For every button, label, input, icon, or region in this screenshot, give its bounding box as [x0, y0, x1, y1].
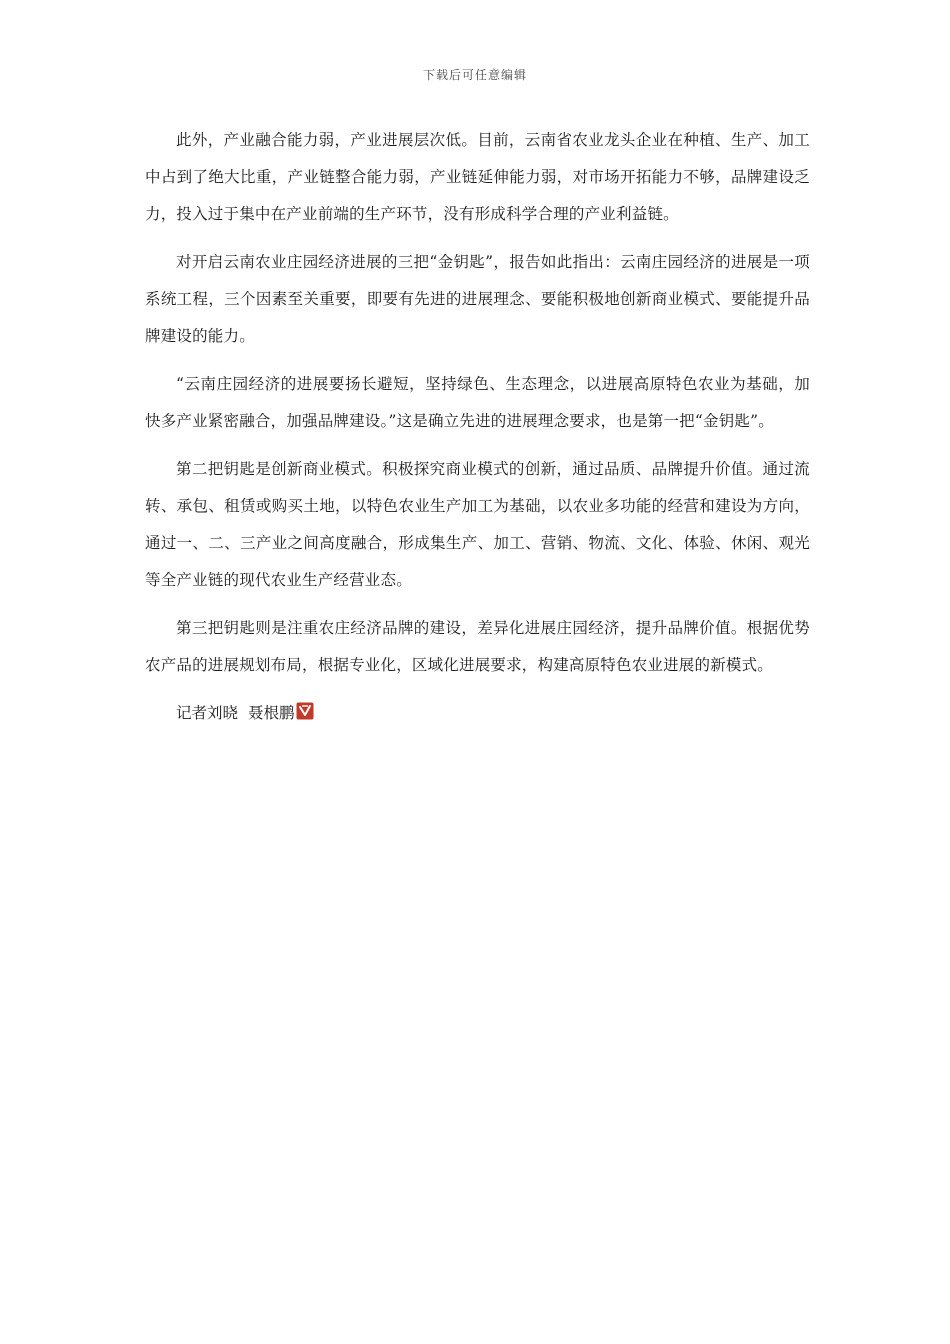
paragraph-4: 第二把钥匙是创新商业模式。积极探究商业模式的创新，通过品质、品牌提升价值。通过流转、承包、租赁或购买土地，以特色农业生产加工为基础，以农业多功能的经营和建设为方向，通过一、二、三产业之间高度融合，形成集生产、加工、营销、物流、文化、体验、休闲、观光等全产业链的现代农业生产经营业态。 — [145, 460, 810, 589]
article-signature — [145, 695, 810, 732]
paragraph-2: 对开启云南农业庄园经济进展的三把“金钥匙”，报告如此指出：云南庄园经济的进展是一项系统工程，三个因素至关重要，即要有先进的进展理念、要能积极地创新商业模式、要能提升品牌建设的能力。 — [145, 253, 810, 345]
paragraph-1: 此外，产业融合能力弱，产业进展层次低。目前，云南省农业龙头企业在种植、生产、加工中占到了绝大比重，产业链整合能力弱，产业链延伸能力弱，对市场开拓能力不够，品牌建设乏力，投入过于集中在产业前端的生产环节，没有形成科学合理的产业利益链。 — [145, 131, 810, 223]
paragraph-5: 第三把钥匙则是注重农庄经济品牌的建设，差异化进展庄园经济，提升品牌价值。根据优势农产品的进展规划布局，根据专业化，区域化进展要求，构建高原特色农业进展的新模式。 — [145, 619, 810, 674]
reporter-name-1: 记者刘晓 — [176, 704, 239, 722]
page-header-note: 下载后可任意编辑 — [422, 68, 527, 82]
red-stamp-icon — [296, 697, 314, 715]
article-body — [145, 122, 810, 732]
paragraph-3: “云南庄园经济的进展要扬长避短，坚持绿色、生态理念，以进展高原特色农业为基础，加快多产业紧密融合，加强品牌建设。”这是确立先进的进展理念要求，也是第一把“金钥匙”。 — [145, 375, 810, 430]
reporter-name-2: 聂根鹏 — [248, 704, 295, 722]
